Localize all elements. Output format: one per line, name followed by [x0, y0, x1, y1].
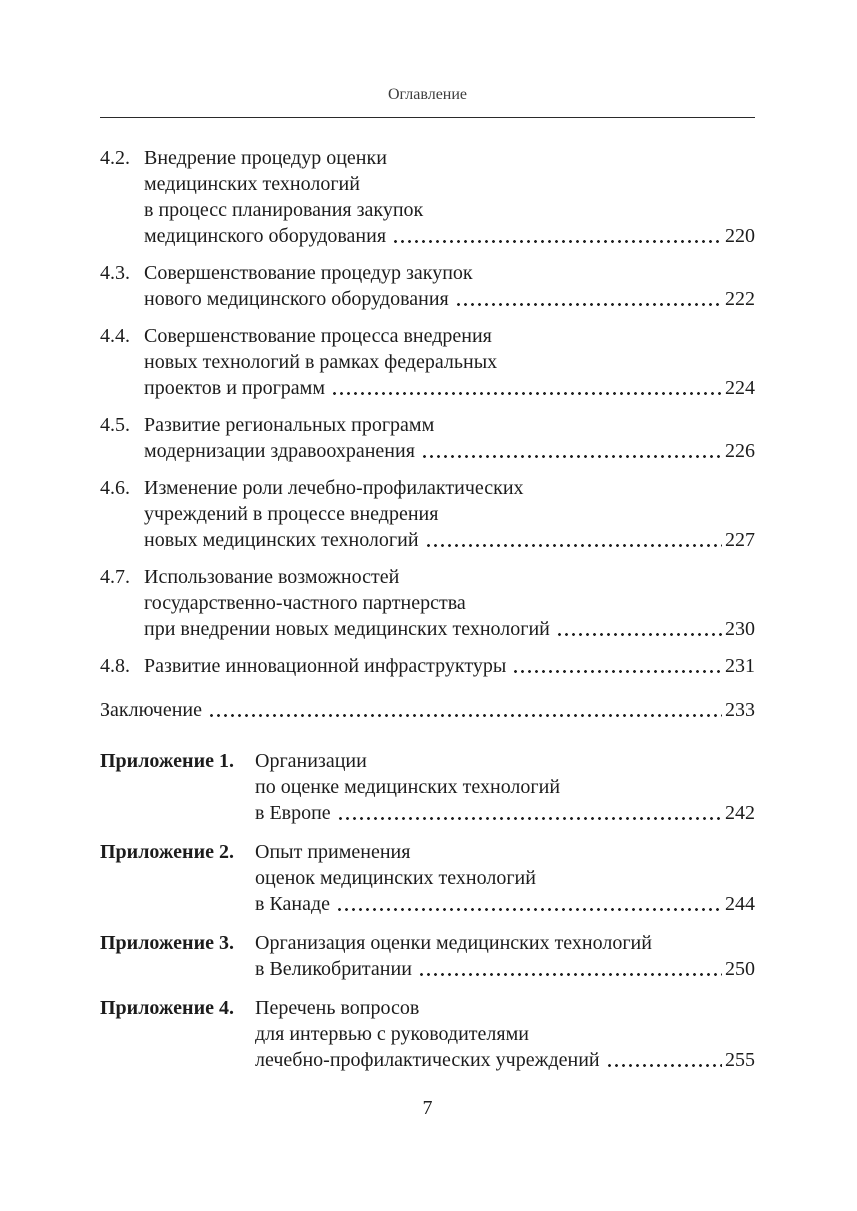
- page-header-title: Оглавление: [100, 86, 755, 118]
- entry-text: [144, 475, 755, 553]
- toc-entry-conclusion: [100, 697, 755, 723]
- appendix-label: Приложение 1.: [100, 750, 234, 772]
- dot-leader: [392, 239, 722, 244]
- toc-entry-appendix: [100, 748, 755, 826]
- entry-page-number: 250: [725, 958, 755, 980]
- entry-page-number: 224: [725, 377, 755, 399]
- entry-number: 4.8.: [100, 655, 130, 677]
- dot-leader: [425, 543, 722, 548]
- entry-last-line: [144, 286, 755, 312]
- dot-leader: [336, 907, 722, 912]
- entry-line: в процесс планирования закупок: [144, 199, 424, 221]
- entry-page-number: 233: [725, 699, 755, 721]
- entry-line: Совершенствование процедур закупок: [144, 262, 473, 284]
- entry-number: 4.3.: [100, 262, 130, 284]
- dot-leader: [331, 391, 722, 396]
- entry-page-number: 220: [725, 225, 755, 247]
- entry-text: [255, 748, 755, 826]
- toc-entry-appendix: [100, 839, 755, 917]
- entry-line: Использование возможностей: [144, 566, 400, 588]
- toc-entry-appendix: [100, 995, 755, 1073]
- entry-line: Внедрение процедур оценки: [144, 147, 387, 169]
- toc-entry: [100, 260, 755, 312]
- entry-line: модернизации здравоохранения: [144, 440, 415, 462]
- entry-line: Развитие региональных программ: [144, 414, 435, 436]
- entry-page-number: 255: [725, 1049, 755, 1071]
- entry-text: [100, 697, 755, 723]
- entry-number: 4.7.: [100, 566, 130, 588]
- entry-line: Организации: [255, 750, 367, 772]
- entry-line: Заключение: [100, 699, 202, 721]
- toc-entry-appendix: [100, 930, 755, 982]
- entry-page-number: 244: [725, 893, 755, 915]
- entry-number: 4.6.: [100, 477, 130, 499]
- entry-page-number: 222: [725, 288, 755, 310]
- entry-line: Перечень вопросов: [255, 997, 420, 1019]
- entry-line: новых технологий в рамках федеральных: [144, 351, 498, 373]
- dot-leader: [208, 713, 722, 718]
- entry-text: [144, 412, 755, 464]
- entry-line: нового медицинского оборудования: [144, 288, 449, 310]
- entry-line: в Великобритании: [255, 958, 412, 980]
- entry-last-line: [255, 1047, 755, 1073]
- entry-text: [144, 260, 755, 312]
- toc-entry: [100, 412, 755, 464]
- dot-leader: [606, 1063, 722, 1068]
- entry-line: по оценке медицинских технологий: [255, 776, 561, 798]
- entry-text: [144, 653, 755, 679]
- entry-last-line: [144, 438, 755, 464]
- appendix-label: Приложение 2.: [100, 841, 234, 863]
- entry-line: государственно-частного партнерства: [144, 592, 466, 614]
- appendix-label: Приложение 3.: [100, 932, 234, 954]
- dot-leader: [512, 669, 722, 674]
- entry-number: 4.5.: [100, 414, 130, 436]
- entry-line: Изменение роли лечебно-профилактических: [144, 477, 524, 499]
- entry-line: Организация оценки медицинских технологий: [255, 932, 652, 954]
- entry-page-number: 230: [725, 618, 755, 640]
- toc-entry: [100, 145, 755, 249]
- entry-last-line: [144, 653, 755, 679]
- toc-entry: [100, 653, 755, 679]
- dot-leader: [418, 972, 722, 977]
- entry-last-line: [255, 956, 755, 982]
- entry-text: [255, 839, 755, 917]
- entry-line: проектов и программ: [144, 377, 325, 399]
- entry-line: для интервью с руководителями: [255, 1023, 529, 1045]
- entry-line: Совершенствование процесса внедрения: [144, 325, 492, 347]
- entry-last-line: [255, 800, 755, 826]
- dot-leader: [421, 454, 722, 459]
- entry-line: в Канаде: [255, 893, 331, 915]
- entry-text: [255, 930, 755, 982]
- entry-last-line: [144, 223, 755, 249]
- entry-text: [144, 564, 755, 642]
- entry-last-line: [144, 375, 755, 401]
- entry-last-line: [144, 527, 755, 553]
- dot-leader: [337, 816, 722, 821]
- dot-leader: [455, 302, 722, 307]
- page-number-footer: 7: [422, 1097, 433, 1119]
- toc-entry: [100, 564, 755, 642]
- entry-text: [144, 323, 755, 401]
- entry-number: 4.4.: [100, 325, 130, 347]
- entry-text: [255, 995, 755, 1073]
- toc-entry: [100, 475, 755, 553]
- entry-page-number: 227: [725, 529, 755, 551]
- appendix-label: Приложение 4.: [100, 997, 234, 1019]
- entry-text: [144, 145, 755, 249]
- entry-page-number: 242: [725, 802, 755, 824]
- entry-line: оценок медицинских технологий: [255, 867, 536, 889]
- entry-line: в Европе: [255, 802, 331, 824]
- toc-entry: [100, 323, 755, 401]
- entry-line: лечебно-профилактических учреждений: [255, 1049, 600, 1071]
- entry-line: при внедрении новых медицинских технологий: [144, 618, 550, 640]
- entry-line: Развитие инновационной инфраструктуры: [144, 655, 507, 677]
- entry-line: медицинских технологий: [144, 173, 360, 195]
- entry-line: медицинского оборудования: [144, 225, 387, 247]
- entry-line: учреждений в процессе внедрения: [144, 503, 439, 525]
- entry-last-line: [255, 891, 755, 917]
- dot-leader: [556, 632, 722, 637]
- entry-line: Опыт применения: [255, 841, 411, 863]
- entry-number: 4.2.: [100, 147, 130, 169]
- entry-last-line: [100, 697, 755, 723]
- entry-line: новых медицинских технологий: [144, 529, 419, 551]
- entry-page-number: 231: [725, 655, 755, 677]
- entry-page-number: 226: [725, 440, 755, 462]
- entry-last-line: [144, 616, 755, 642]
